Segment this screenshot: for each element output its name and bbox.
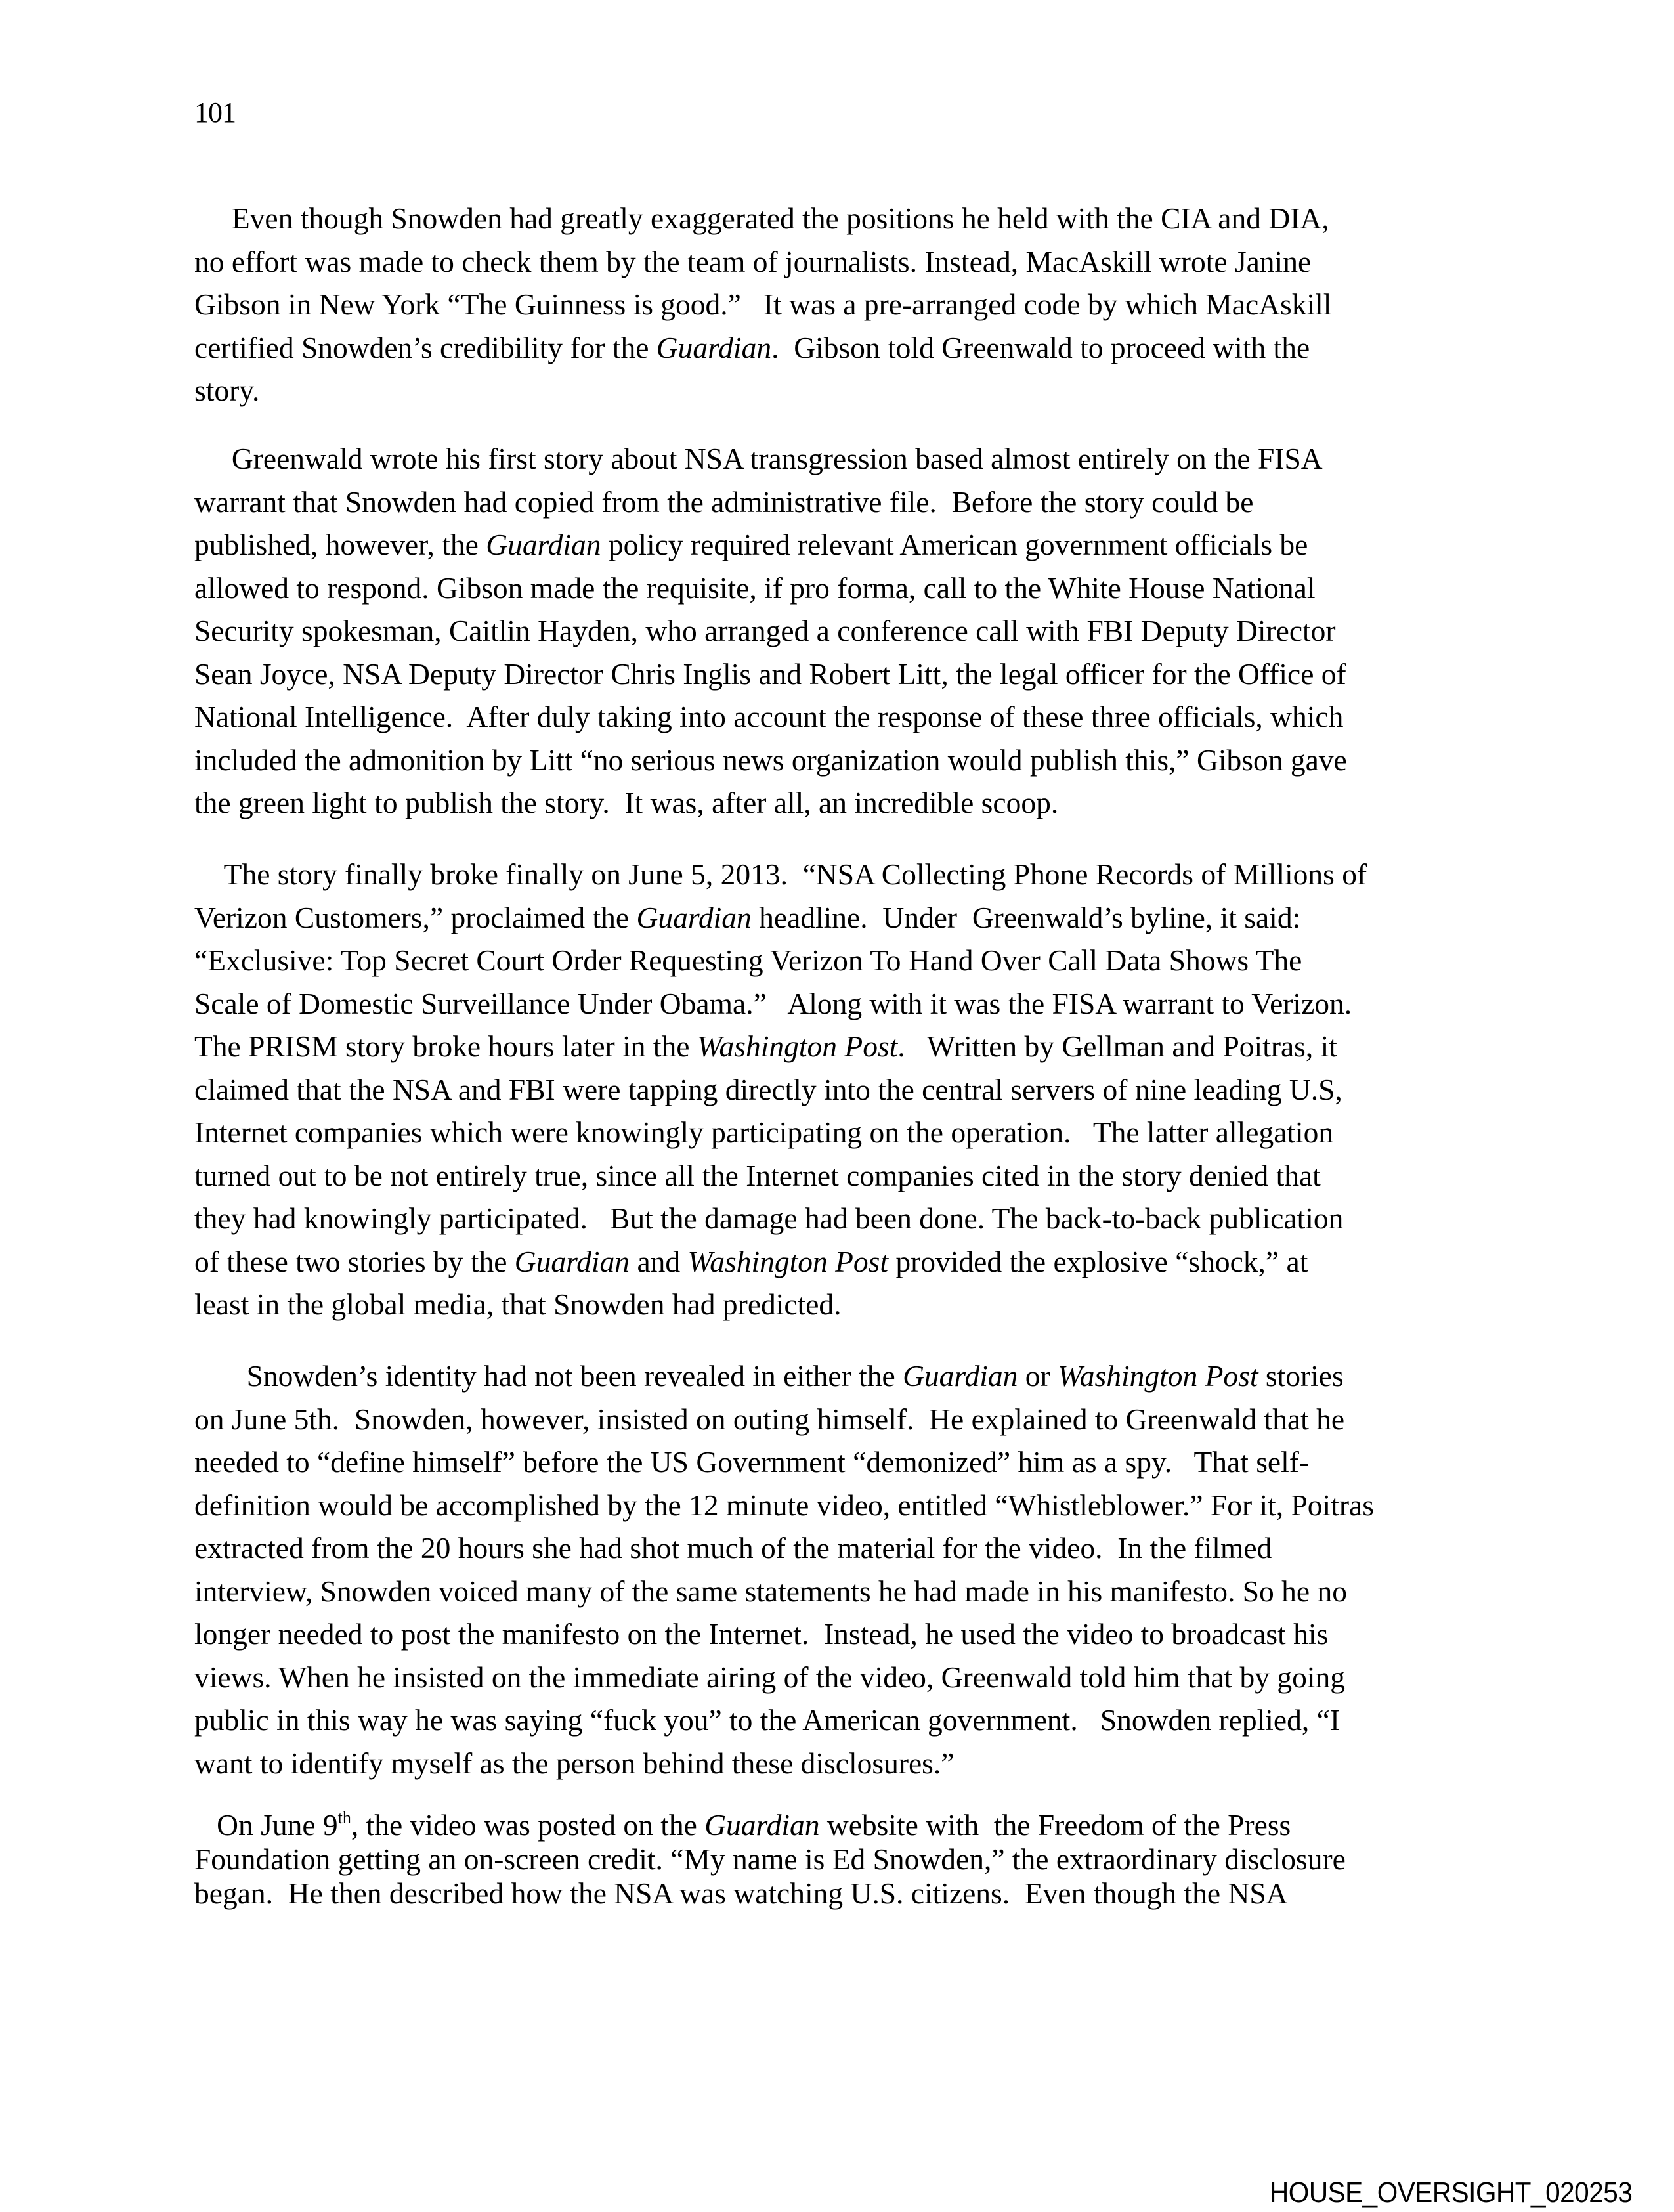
text-run: needed to “define himself” before the US Government “demonized” him as a spy. That self- xyxy=(194,1445,1310,1479)
text-line xyxy=(194,1398,1507,1441)
text-run: longer needed to post the manifesto on the Internet. Instead, he used the video to broadcast his xyxy=(194,1617,1329,1651)
text-line xyxy=(194,1742,1507,1785)
paragraph-snowden-identity xyxy=(194,1355,1507,1785)
page-number: 101 xyxy=(194,97,236,129)
text-run: extracted from the 20 hours she had shot much of the material for the video. In the filmed xyxy=(194,1531,1272,1565)
text-line xyxy=(194,1876,1507,1911)
text-run: The PRISM story broke hours later in the xyxy=(194,1030,697,1063)
text-line xyxy=(194,523,1507,567)
text-line xyxy=(194,326,1507,370)
text-line xyxy=(194,896,1507,940)
publication-name: Guardian xyxy=(656,330,772,364)
text-run: National Intelligence. After duly taking into account the response of these three officials, which xyxy=(194,700,1344,733)
text-run: the green light to publish the story. It was, after all, an incredible scoop. xyxy=(194,786,1059,819)
text-line xyxy=(194,1613,1507,1656)
text-run: they had knowingly participated. But the damage had been done. The back-to-back publication xyxy=(194,1202,1344,1235)
text-line xyxy=(194,609,1507,653)
text-line xyxy=(194,1283,1507,1326)
text-run: Security spokesman, Caitlin Hayden, who arranged a conference call with FBI Deputy Director xyxy=(194,614,1336,647)
paragraph-video-posted xyxy=(194,1808,1507,1911)
text-run: Foundation getting an on-screen credit. “My name is Ed Snowden,” the extraordinary disclosure xyxy=(194,1842,1346,1876)
text-run: no effort was made to check them by the team of journalists. Instead, MacAskill wrote Janine xyxy=(194,244,1312,278)
publication-name: Washington Post xyxy=(687,1244,888,1278)
text-line xyxy=(194,369,1507,412)
text-run: certified Snowden’s credibility for the xyxy=(194,330,656,364)
text-run: definition would be accomplished by the 12 minute video, entitled “Whistleblower.” For it, Poitras xyxy=(194,1488,1374,1522)
publication-name: Guardian xyxy=(636,900,752,934)
text-run: . Written by Gellman and Poitras, it xyxy=(897,1030,1337,1063)
text-line xyxy=(194,1154,1507,1198)
text-run: stories xyxy=(1258,1359,1344,1393)
text-line xyxy=(194,197,1507,240)
publication-name: Washington Post xyxy=(1058,1359,1258,1393)
text-line xyxy=(194,1527,1507,1570)
text-run: included the admonition by Litt “no serious news organization would publish this,” Gibson gave xyxy=(194,743,1347,777)
text-run: public in this way he was saying “fuck you” to the American government. Snowden replied, “I xyxy=(194,1703,1340,1737)
text-run: least in the global media, that Snowden had predicted. xyxy=(194,1288,842,1321)
text-run: turned out to be not entirely true, since all the Internet companies cited in the story denied that xyxy=(194,1158,1321,1192)
text-line xyxy=(194,695,1507,739)
text-run: provided the explosive “shock,” at xyxy=(888,1244,1308,1278)
text-line xyxy=(194,437,1507,481)
text-run: Even though Snowden had greatly exaggerated the positions he held with the CIA and DIA, xyxy=(194,202,1329,235)
text-line xyxy=(194,939,1507,982)
text-line xyxy=(194,1068,1507,1112)
publication-name: Washington Post xyxy=(697,1030,898,1063)
publication-name: Guardian xyxy=(903,1359,1018,1393)
text-line xyxy=(194,1842,1507,1876)
text-line xyxy=(194,653,1507,696)
text-line xyxy=(194,1656,1507,1699)
text-line xyxy=(194,982,1507,1026)
text-line xyxy=(194,1240,1507,1284)
text-run: want to identify myself as the person behind these disclosures.” xyxy=(194,1746,955,1780)
text-line xyxy=(194,781,1507,825)
text-run: Sean Joyce, NSA Deputy Director Chris Inglis and Robert Litt, the legal officer for the Office of xyxy=(194,657,1346,691)
publication-name: Guardian xyxy=(486,528,601,561)
text-line xyxy=(194,1355,1507,1398)
text-run: , the video was posted on the xyxy=(351,1808,705,1842)
text-run: website with the Freedom of the Press xyxy=(819,1808,1291,1842)
text-line xyxy=(194,853,1507,896)
text-line xyxy=(194,1699,1507,1742)
text-line xyxy=(194,1025,1507,1068)
text-run: “Exclusive: Top Secret Court Order Requesting Verizon To Hand Over Call Data Shows The xyxy=(194,943,1302,977)
text-run: policy required relevant American government officials be xyxy=(601,528,1308,561)
text-run: views. When he insisted on the immediate airing of the video, Greenwald told him that by going xyxy=(194,1660,1346,1694)
text-line xyxy=(194,1197,1507,1240)
publication-name: Guardian xyxy=(704,1808,820,1842)
paragraph-macaskill-verification xyxy=(194,197,1507,412)
text-line xyxy=(194,481,1507,524)
text-run: on June 5th. Snowden, however, insisted on outing himself. He explained to Greenwald that he xyxy=(194,1402,1345,1436)
text-line xyxy=(194,1808,1507,1842)
text-run: of these two stories by the xyxy=(194,1244,515,1278)
text-run: The story finally broke finally on June 5, 2013. “NSA Collecting Phone Records of Millions of xyxy=(194,857,1367,891)
text-run: claimed that the NSA and FBI were tapping directly into the central servers of nine leading U.S, xyxy=(194,1072,1342,1106)
text-run: Greenwald wrote his first story about NSA transgression based almost entirely on the FISA xyxy=(194,442,1323,475)
text-run: Scale of Domestic Surveillance Under Obama.” Along with it was the FISA warrant to Verizon. xyxy=(194,986,1352,1020)
text-run: began. He then described how the NSA was watching U.S. citizens. Even though the NSA xyxy=(194,1876,1288,1910)
text-run: warrant that Snowden had copied from the administrative file. Before the story could be xyxy=(194,485,1254,519)
text-run: Verizon Customers,” proclaimed the xyxy=(194,900,637,934)
paragraph-first-story-approval xyxy=(194,437,1507,825)
text-line xyxy=(194,1484,1507,1527)
bates-stamp: HOUSE_OVERSIGHT_020253 xyxy=(1269,2177,1632,2209)
text-line xyxy=(194,1441,1507,1484)
text-run: interview, Snowden voiced many of the same statements he had made in his manifesto. So he no xyxy=(194,1574,1347,1608)
text-run: allowed to respond. Gibson made the requisite, if pro forma, call to the White House National xyxy=(194,571,1316,605)
text-run: story. xyxy=(194,374,260,407)
text-run: Internet companies which were knowingly participating on the operation. The latter allegation xyxy=(194,1116,1334,1149)
text-line xyxy=(194,283,1507,326)
text-line xyxy=(194,1570,1507,1613)
text-run: and xyxy=(630,1244,688,1278)
ordinal-suffix: th xyxy=(337,1808,351,1827)
text-run: On June 9 xyxy=(194,1808,338,1842)
text-run: Snowden’s identity had not been revealed in either the xyxy=(194,1359,903,1393)
paragraph-story-breaks xyxy=(194,853,1507,1326)
text-run: published, however, the xyxy=(194,528,486,561)
text-run: Gibson in New York “The Guinness is good.” It was a pre-arranged code by which MacAskill xyxy=(194,288,1332,321)
text-run: or xyxy=(1018,1359,1058,1393)
text-run: headline. Under Greenwald’s byline, it said: xyxy=(751,900,1301,934)
publication-name: Guardian xyxy=(514,1244,630,1278)
text-line xyxy=(194,739,1507,782)
text-run: . Gibson told Greenwald to proceed with the xyxy=(771,330,1310,364)
text-line xyxy=(194,567,1507,610)
text-line xyxy=(194,1111,1507,1154)
text-line xyxy=(194,240,1507,284)
